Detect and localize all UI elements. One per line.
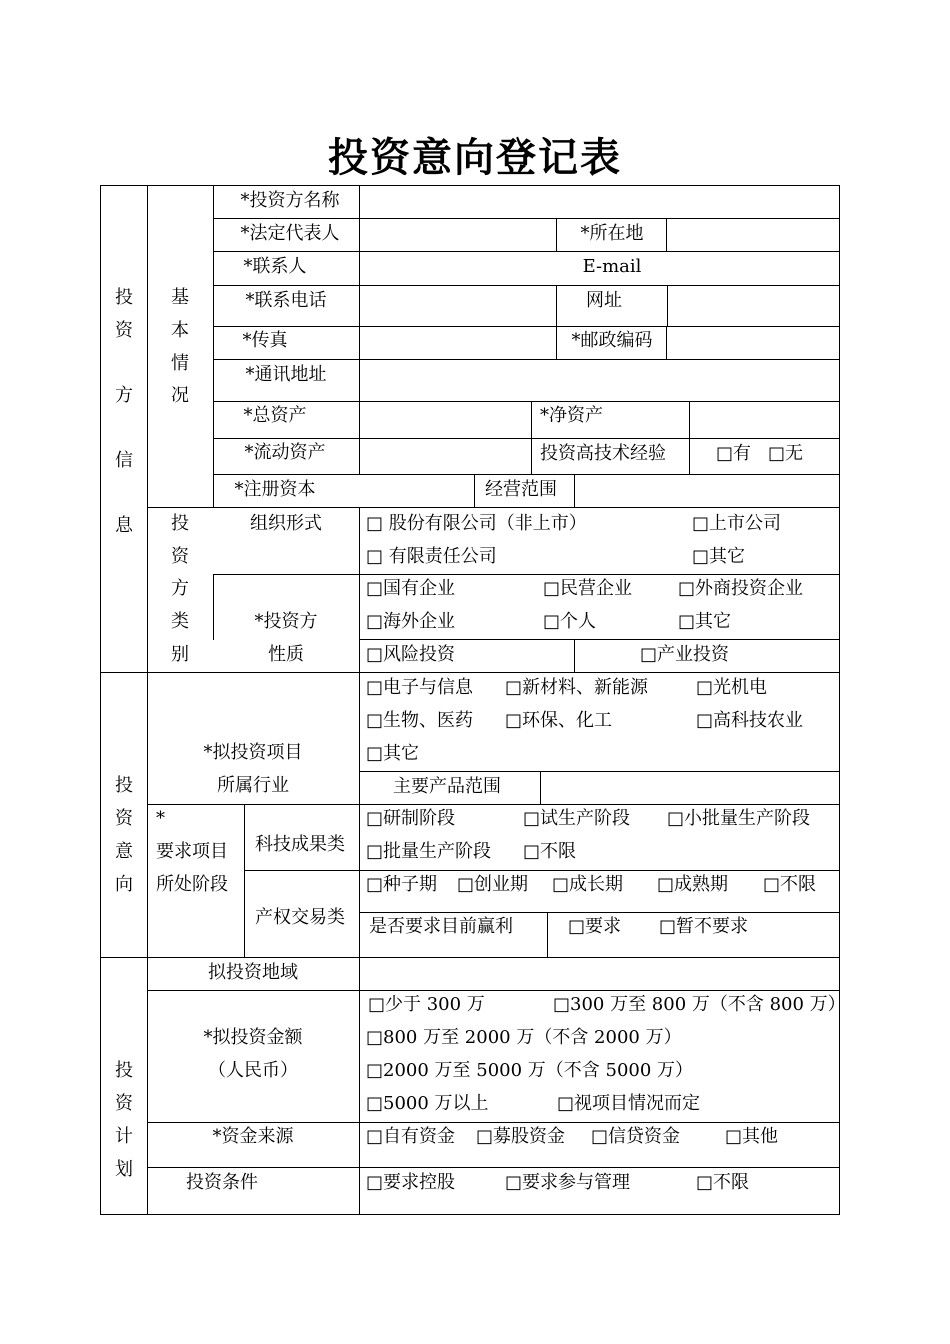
row-line <box>100 1214 840 1215</box>
industry-option-bio[interactable]: □生物、医药 <box>366 710 474 731</box>
col-line <box>556 285 557 327</box>
condition-option-manage[interactable]: □要求参与管理 <box>505 1172 631 1193</box>
nature-option-other[interactable]: □其它 <box>678 611 732 632</box>
reg-capital-field[interactable] <box>361 476 472 506</box>
amount-option-800-2000[interactable]: □800 万至 2000 万（不含 2000 万） <box>366 1027 682 1048</box>
fax-label: *传真 <box>242 330 288 351</box>
section-char: 信 <box>115 450 133 471</box>
address-field[interactable] <box>361 361 837 399</box>
net-assets-label: *净资产 <box>540 405 603 426</box>
product-scope-label: 主要产品范围 <box>393 776 501 797</box>
section-char: 情 <box>171 353 189 374</box>
section-char: 方 <box>171 578 189 599</box>
col-line <box>244 804 245 958</box>
equity-option-growth[interactable]: □成长期 <box>552 874 624 895</box>
org-option-limited[interactable]: □ 有限责任公司 <box>366 546 497 567</box>
tech-option-small-batch[interactable]: □小批量生产阶段 <box>667 808 811 829</box>
fund-option-own[interactable]: □自有资金 <box>366 1126 456 1147</box>
hightech-yes-checkbox[interactable]: □有 <box>716 443 752 464</box>
condition-label: 投资条件 <box>186 1172 258 1193</box>
industry-option-other[interactable]: □其它 <box>366 743 420 764</box>
col-line <box>839 185 840 1215</box>
industry-option-env[interactable]: □环保、化工 <box>505 710 613 731</box>
business-scope-field[interactable] <box>576 476 837 506</box>
current-assets-label: *流动资产 <box>244 442 326 463</box>
col-line <box>213 185 214 508</box>
fund-option-other[interactable]: □其他 <box>725 1126 779 1147</box>
equity-option-any[interactable]: □不限 <box>763 874 817 895</box>
col-line <box>359 185 360 475</box>
section-char: 投 <box>115 775 133 796</box>
row-line <box>213 474 840 475</box>
section-char: 计 <box>115 1126 133 1147</box>
row-line <box>213 251 840 252</box>
business-scope-label: 经营范围 <box>485 479 557 500</box>
section-char: 资 <box>115 1093 133 1114</box>
stage-label-line1: 要求项目 <box>156 841 228 862</box>
condition-option-control[interactable]: □要求控股 <box>366 1172 456 1193</box>
postcode-field[interactable] <box>668 328 837 358</box>
col-line <box>667 285 668 327</box>
fund-option-equity[interactable]: □募股资金 <box>476 1126 566 1147</box>
row-line <box>213 326 840 327</box>
region-label: 拟投资地域 <box>208 962 298 983</box>
phone-label: *联系电话 <box>245 290 327 311</box>
amount-option-lt300[interactable]: □少于 300 万 <box>368 994 485 1015</box>
postcode-label: *邮政编码 <box>571 330 653 351</box>
col-line <box>556 218 557 252</box>
section-char: 别 <box>171 644 189 665</box>
nature-option-individual[interactable]: □个人 <box>543 611 597 632</box>
row-line <box>359 912 840 913</box>
row-line <box>100 672 840 673</box>
industry-label-line1: *拟投资项目 <box>203 742 303 763</box>
current-assets-field[interactable] <box>361 440 529 473</box>
location-label: *所在地 <box>580 223 644 244</box>
col-line <box>531 401 532 475</box>
amount-option-2000-5000[interactable]: □2000 万至 5000 万（不含 5000 万） <box>366 1060 694 1081</box>
email-field[interactable] <box>668 253 837 283</box>
section-char: 类 <box>171 611 189 632</box>
stage-required-star: * <box>156 808 165 829</box>
col-line <box>474 474 475 508</box>
investor-name-label: *投资方名称 <box>240 190 340 211</box>
total-assets-label: *总资产 <box>243 405 307 426</box>
total-assets-field[interactable] <box>361 403 529 437</box>
amount-label-line1: *拟投资金额 <box>203 1027 303 1048</box>
amount-option-300-800[interactable]: □300 万至 800 万（不含 800 万） <box>553 994 846 1015</box>
condition-option-any[interactable]: □不限 <box>696 1172 750 1193</box>
nature-option-foreign[interactable]: □外商投资企业 <box>678 578 804 599</box>
equity-option-startup[interactable]: □创业期 <box>457 874 529 895</box>
fund-source-label: *资金来源 <box>212 1126 294 1147</box>
row-line <box>213 401 840 402</box>
col-line <box>213 574 214 640</box>
equity-option-seed[interactable]: □种子期 <box>366 874 438 895</box>
nature-label-line2: 性质 <box>268 644 304 665</box>
section-char: 资 <box>115 808 133 829</box>
row-line <box>213 285 840 286</box>
row-line <box>359 771 840 772</box>
legal-rep-label: *法定代表人 <box>240 223 340 244</box>
location-field[interactable] <box>668 220 837 250</box>
net-assets-field[interactable] <box>691 403 837 437</box>
website-field[interactable] <box>669 287 837 325</box>
col-line <box>574 474 575 508</box>
tech-category-label: 科技成果类 <box>255 834 345 855</box>
contact-label: *联系人 <box>243 256 307 277</box>
row-line <box>147 804 840 805</box>
row-line <box>147 1122 840 1123</box>
stage-label-line2: 所处阶段 <box>156 874 228 895</box>
row-line <box>100 957 840 958</box>
section-char: 划 <box>115 1159 133 1180</box>
product-scope-field[interactable] <box>542 773 837 803</box>
row-line <box>100 185 840 186</box>
col-line <box>556 326 557 360</box>
amount-label-line2: （人民币） <box>208 1060 298 1081</box>
region-field[interactable] <box>361 959 837 989</box>
col-line <box>574 639 575 673</box>
section-char: 息 <box>115 515 133 536</box>
org-option-listed[interactable]: □上市公司 <box>692 513 782 534</box>
hightech-no-checkbox[interactable]: □无 <box>768 443 804 464</box>
industry-option-agri[interactable]: □高科技农业 <box>696 710 804 731</box>
nature-option-private[interactable]: □民营企业 <box>543 578 633 599</box>
section-char: 资 <box>171 546 189 567</box>
section-char: 投 <box>115 1060 133 1081</box>
legal-rep-field[interactable] <box>361 220 554 250</box>
profit-label: 是否要求目前赢利 <box>369 916 513 937</box>
hightech-exp-label: 投资高技术经验 <box>540 443 666 464</box>
section-char: 基 <box>171 287 189 308</box>
org-option-joint-stock[interactable]: □ 股份有限公司（非上市） <box>366 513 587 534</box>
equity-option-mature[interactable]: □成熟期 <box>657 874 729 895</box>
form-title: 投资意向登记表 <box>328 134 622 181</box>
org-option-other[interactable]: □其它 <box>692 546 746 567</box>
amount-option-depends[interactable]: □视项目情况而定 <box>557 1093 701 1114</box>
row-line <box>147 990 840 991</box>
address-label: *通讯地址 <box>245 364 327 385</box>
section-char: 投 <box>171 513 189 534</box>
reg-capital-label: *注册资本 <box>234 479 316 500</box>
row-line <box>147 507 840 508</box>
col-line <box>689 401 690 475</box>
nature-option-industry[interactable]: □产业投资 <box>640 644 730 665</box>
website-label: 网址 <box>586 290 622 311</box>
row-line <box>213 359 840 360</box>
fund-option-credit[interactable]: □信贷资金 <box>591 1126 681 1147</box>
tech-option-trial[interactable]: □试生产阶段 <box>523 808 631 829</box>
nature-option-overseas[interactable]: □海外企业 <box>366 611 456 632</box>
section-char: 本 <box>171 320 189 341</box>
section-char: 况 <box>171 385 189 406</box>
profit-option-not-required[interactable]: □暂不要求 <box>659 916 749 937</box>
col-line <box>666 326 667 360</box>
profit-option-required[interactable]: □要求 <box>568 916 622 937</box>
org-form-label: 组织形式 <box>250 513 322 534</box>
nature-label-line1: *投资方 <box>254 611 318 632</box>
fax-field[interactable] <box>361 328 554 358</box>
row-line <box>213 438 840 439</box>
col-line <box>547 912 548 958</box>
phone-field[interactable] <box>361 287 554 325</box>
col-line <box>359 507 360 1214</box>
industry-option-materials[interactable]: □新材料、新能源 <box>505 677 649 698</box>
row-line <box>213 574 840 575</box>
col-line <box>666 218 667 252</box>
section-char: 向 <box>115 874 133 895</box>
section-char: 意 <box>115 841 133 862</box>
amount-option-gt5000[interactable]: □5000 万以上 <box>366 1093 489 1114</box>
col-line <box>100 185 101 1215</box>
section-char: 投 <box>115 287 133 308</box>
row-line <box>213 218 840 219</box>
equity-category-label: 产权交易类 <box>255 907 345 928</box>
col-line <box>147 185 148 1215</box>
tech-option-research[interactable]: □研制阶段 <box>366 808 456 829</box>
email-label: E-mail <box>582 256 642 277</box>
col-line <box>540 771 541 805</box>
tech-option-mass[interactable]: □批量生产阶段 <box>366 841 492 862</box>
contact-field[interactable] <box>361 253 554 283</box>
investor-name-field[interactable] <box>361 187 837 217</box>
industry-label-line2: 所属行业 <box>217 775 289 796</box>
row-line <box>147 1167 840 1168</box>
nature-option-venture[interactable]: □风险投资 <box>366 644 456 665</box>
section-char: 方 <box>115 385 133 406</box>
tech-option-any[interactable]: □不限 <box>523 841 577 862</box>
industry-option-optomech[interactable]: □光机电 <box>696 677 768 698</box>
row-line <box>244 870 840 871</box>
industry-option-electronics[interactable]: □电子与信息 <box>366 677 474 698</box>
section-char: 资 <box>115 320 133 341</box>
row-line <box>359 639 840 640</box>
nature-option-state[interactable]: □国有企业 <box>366 578 456 599</box>
